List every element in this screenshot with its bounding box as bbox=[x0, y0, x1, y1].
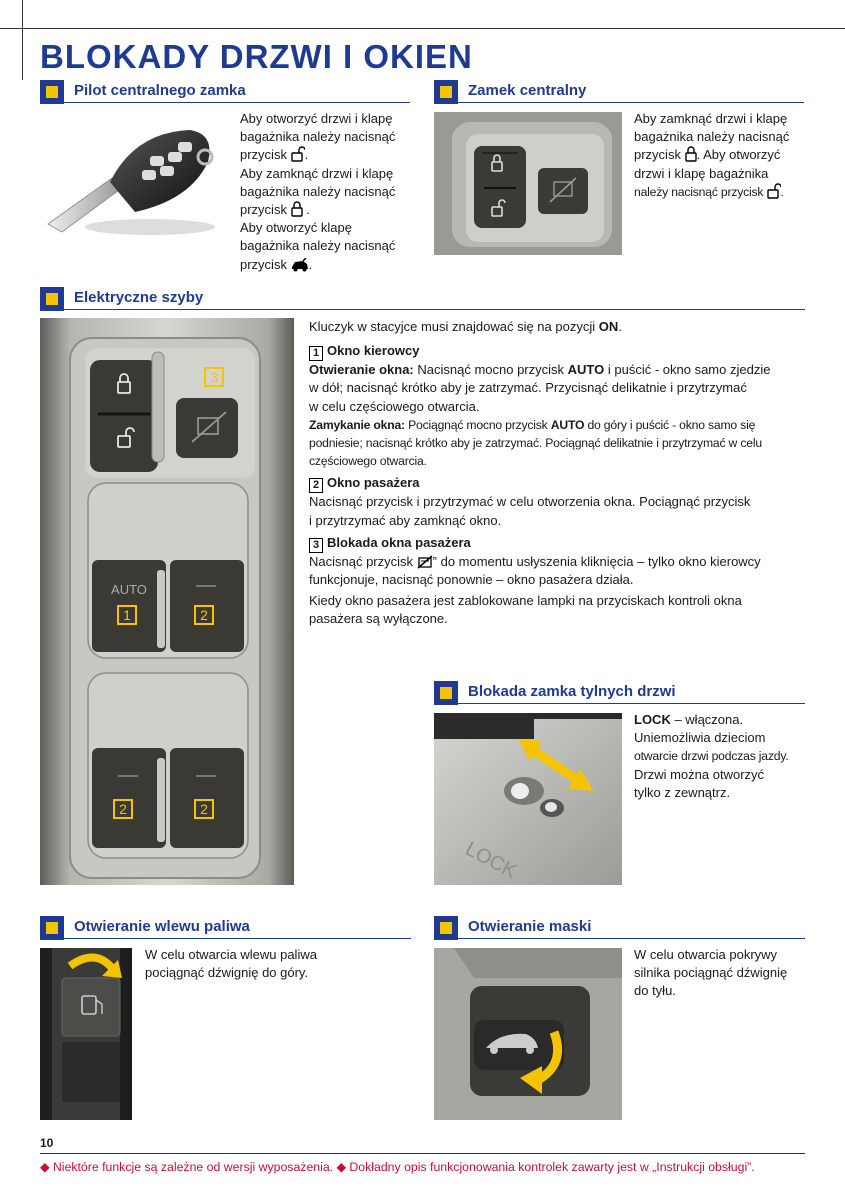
text-line: tylko z zewnątrz. bbox=[634, 784, 731, 800]
section-heading-central bbox=[434, 80, 804, 103]
section-marker-icon bbox=[40, 287, 64, 311]
text-line: pasażera są wyłączone. bbox=[309, 611, 448, 627]
text-line: Uniemożliwia dzieciom bbox=[634, 730, 766, 746]
text-line: Nacisnąć przycisk ” do momentu usłyszenia kliknięcia – tylko okno kierowcy bbox=[309, 553, 761, 569]
windows-text bbox=[309, 318, 809, 629]
central-lock-switch-photo bbox=[434, 112, 622, 255]
text-line: należy nacisnąć przycisk . bbox=[634, 184, 784, 199]
text-line: bagażnika należy nacisnąć bbox=[240, 238, 396, 254]
auto-label: AUTO bbox=[111, 582, 147, 597]
section-marker-icon bbox=[40, 80, 64, 104]
subheading: 2 Okno pasażera bbox=[309, 474, 809, 493]
text-line: do tyłu. bbox=[634, 983, 676, 999]
section-heading-child-lock bbox=[434, 681, 805, 704]
unlock-icon bbox=[767, 183, 781, 199]
crop-mark-vertical bbox=[22, 0, 23, 80]
unlock-icon bbox=[291, 146, 305, 162]
text-line: Otwieranie okna: Nacisnąć mocno przycisk AUTO i puścić - okno samo zjedzie bbox=[309, 362, 771, 378]
text-line: Aby otworzyć klapę bbox=[240, 220, 352, 236]
photo-label: 3 bbox=[210, 369, 218, 385]
text-line: pociągnąć dźwignię do góry. bbox=[145, 965, 309, 981]
section-heading-windows bbox=[40, 287, 805, 310]
section-marker-icon bbox=[434, 916, 458, 940]
text-line: podniesie; nacisnąć krótko aby je zatrzymać. Pociągnąć delikatnie i przytrzymać w celu bbox=[309, 436, 762, 451]
text-line: silnika pociągnąć dźwignię bbox=[634, 965, 788, 981]
page-number: 10 bbox=[40, 1136, 54, 1150]
section-title: Otwieranie maski bbox=[468, 918, 592, 935]
hood-lever-photo bbox=[434, 948, 622, 1120]
section-title: Blokada zamka tylnych drzwi bbox=[468, 683, 676, 700]
window-switch-panel-photo bbox=[40, 318, 294, 885]
text-line: LOCK – włączona. bbox=[634, 712, 744, 727]
section-marker-icon bbox=[434, 681, 458, 705]
text-line: drzwi i klapę bagażnika bbox=[634, 165, 769, 181]
section-heading-fuel bbox=[40, 916, 411, 939]
text-line: Kluczyk w stacyjce musi znajdować się na pozycji ON. bbox=[309, 319, 622, 334]
fuel-text bbox=[145, 946, 405, 982]
crop-mark-horizontal bbox=[0, 28, 845, 29]
text-line: W celu otwarcia wlewu paliwa bbox=[145, 947, 317, 962]
text-line: przycisk . bbox=[240, 202, 310, 218]
section-marker-icon bbox=[434, 80, 458, 104]
photo-label: 2 bbox=[200, 801, 208, 817]
fuel-lever-photo bbox=[40, 948, 132, 1120]
text-line: bagażnika należy nacisnąć bbox=[634, 129, 790, 145]
section-heading-remote bbox=[40, 80, 410, 103]
text-line: W celu otwarcia pokrywy bbox=[634, 947, 778, 962]
text-line: przycisk . bbox=[240, 147, 309, 163]
text-line: Nacisnąć przycisk i przytrzymać w celu otworzenia okna. Pociągnąć przycisk bbox=[309, 494, 751, 510]
photo-label: 2 bbox=[119, 801, 127, 817]
lock-icon bbox=[685, 146, 697, 162]
text-line: bagażnika należy nacisnąć bbox=[240, 129, 396, 145]
text-line: Kiedy okno pasażera jest zablokowane lampki na przyciskach kontroli okna bbox=[309, 593, 742, 609]
text-line: Aby zamknąć drzwi i klapę bbox=[634, 111, 788, 126]
remote-key-photo bbox=[40, 112, 220, 242]
text-line: przycisk . bbox=[240, 256, 313, 272]
window-lock-icon bbox=[417, 555, 433, 569]
text-line: częściowego otwarcia. bbox=[309, 454, 427, 469]
text-line: Aby zamknąć drzwi i klapę bbox=[240, 165, 394, 181]
child-lock-text bbox=[634, 711, 814, 802]
text-line: bagażnika należy nacisnąć bbox=[240, 183, 396, 199]
section-title: Otwieranie wlewu paliwa bbox=[74, 918, 250, 935]
text-line: funkcjonuje, nacisnąć ponownie – okno pasażera działa. bbox=[309, 572, 634, 588]
text-line: otwarcie drzwi podczas jazdy. bbox=[634, 749, 789, 764]
lock-icon bbox=[291, 201, 303, 217]
photo-label: 1 bbox=[123, 607, 131, 623]
page-title: BLOKADY DRZWI I OKIEN bbox=[40, 38, 473, 75]
hood-text bbox=[634, 946, 814, 1001]
footer-divider bbox=[40, 1153, 805, 1154]
text-line: Zamykanie okna: Pociągnąć mocno przycisk AUTO do góry i puścić - okno samo się bbox=[309, 417, 756, 432]
lock-engraving: LOCK bbox=[461, 837, 521, 883]
text-line: przycisk . Aby otworzyć bbox=[634, 147, 781, 163]
section-title: Pilot centralnego zamka bbox=[74, 82, 246, 99]
central-text bbox=[634, 110, 814, 201]
section-heading-hood bbox=[434, 916, 805, 939]
subheading: 1 Okno kierowcy bbox=[309, 342, 809, 361]
subheading: 3 Blokada okna pasażera bbox=[309, 534, 809, 553]
text-line: Aby otworzyć drzwi i klapę bbox=[240, 111, 393, 126]
text-line: Drzwi można otworzyć bbox=[634, 766, 765, 782]
section-marker-icon bbox=[40, 916, 64, 940]
photo-label: 2 bbox=[200, 607, 208, 623]
section-title: Elektryczne szyby bbox=[74, 289, 204, 306]
child-lock-photo bbox=[434, 713, 622, 885]
footer-note: ◆ Niektóre funkcje są zależne od wersji wyposażenia. ◆ Dokładny opis funkcjonowania kontrolek zawarty jest w „Instrukcji obsługi”. bbox=[40, 1160, 755, 1174]
trunk-icon bbox=[291, 258, 309, 272]
text-line: w dół; nacisnąć krótko aby je zatrzymać. Przycisnąć delikatnie i przytrzymać bbox=[309, 380, 747, 396]
section-title: Zamek centralny bbox=[468, 82, 587, 99]
text-line: w celu częściowego otwarcia. bbox=[309, 398, 480, 414]
text-line: i przytrzymać aby zamknąć okno. bbox=[309, 512, 502, 528]
remote-text bbox=[240, 110, 415, 274]
